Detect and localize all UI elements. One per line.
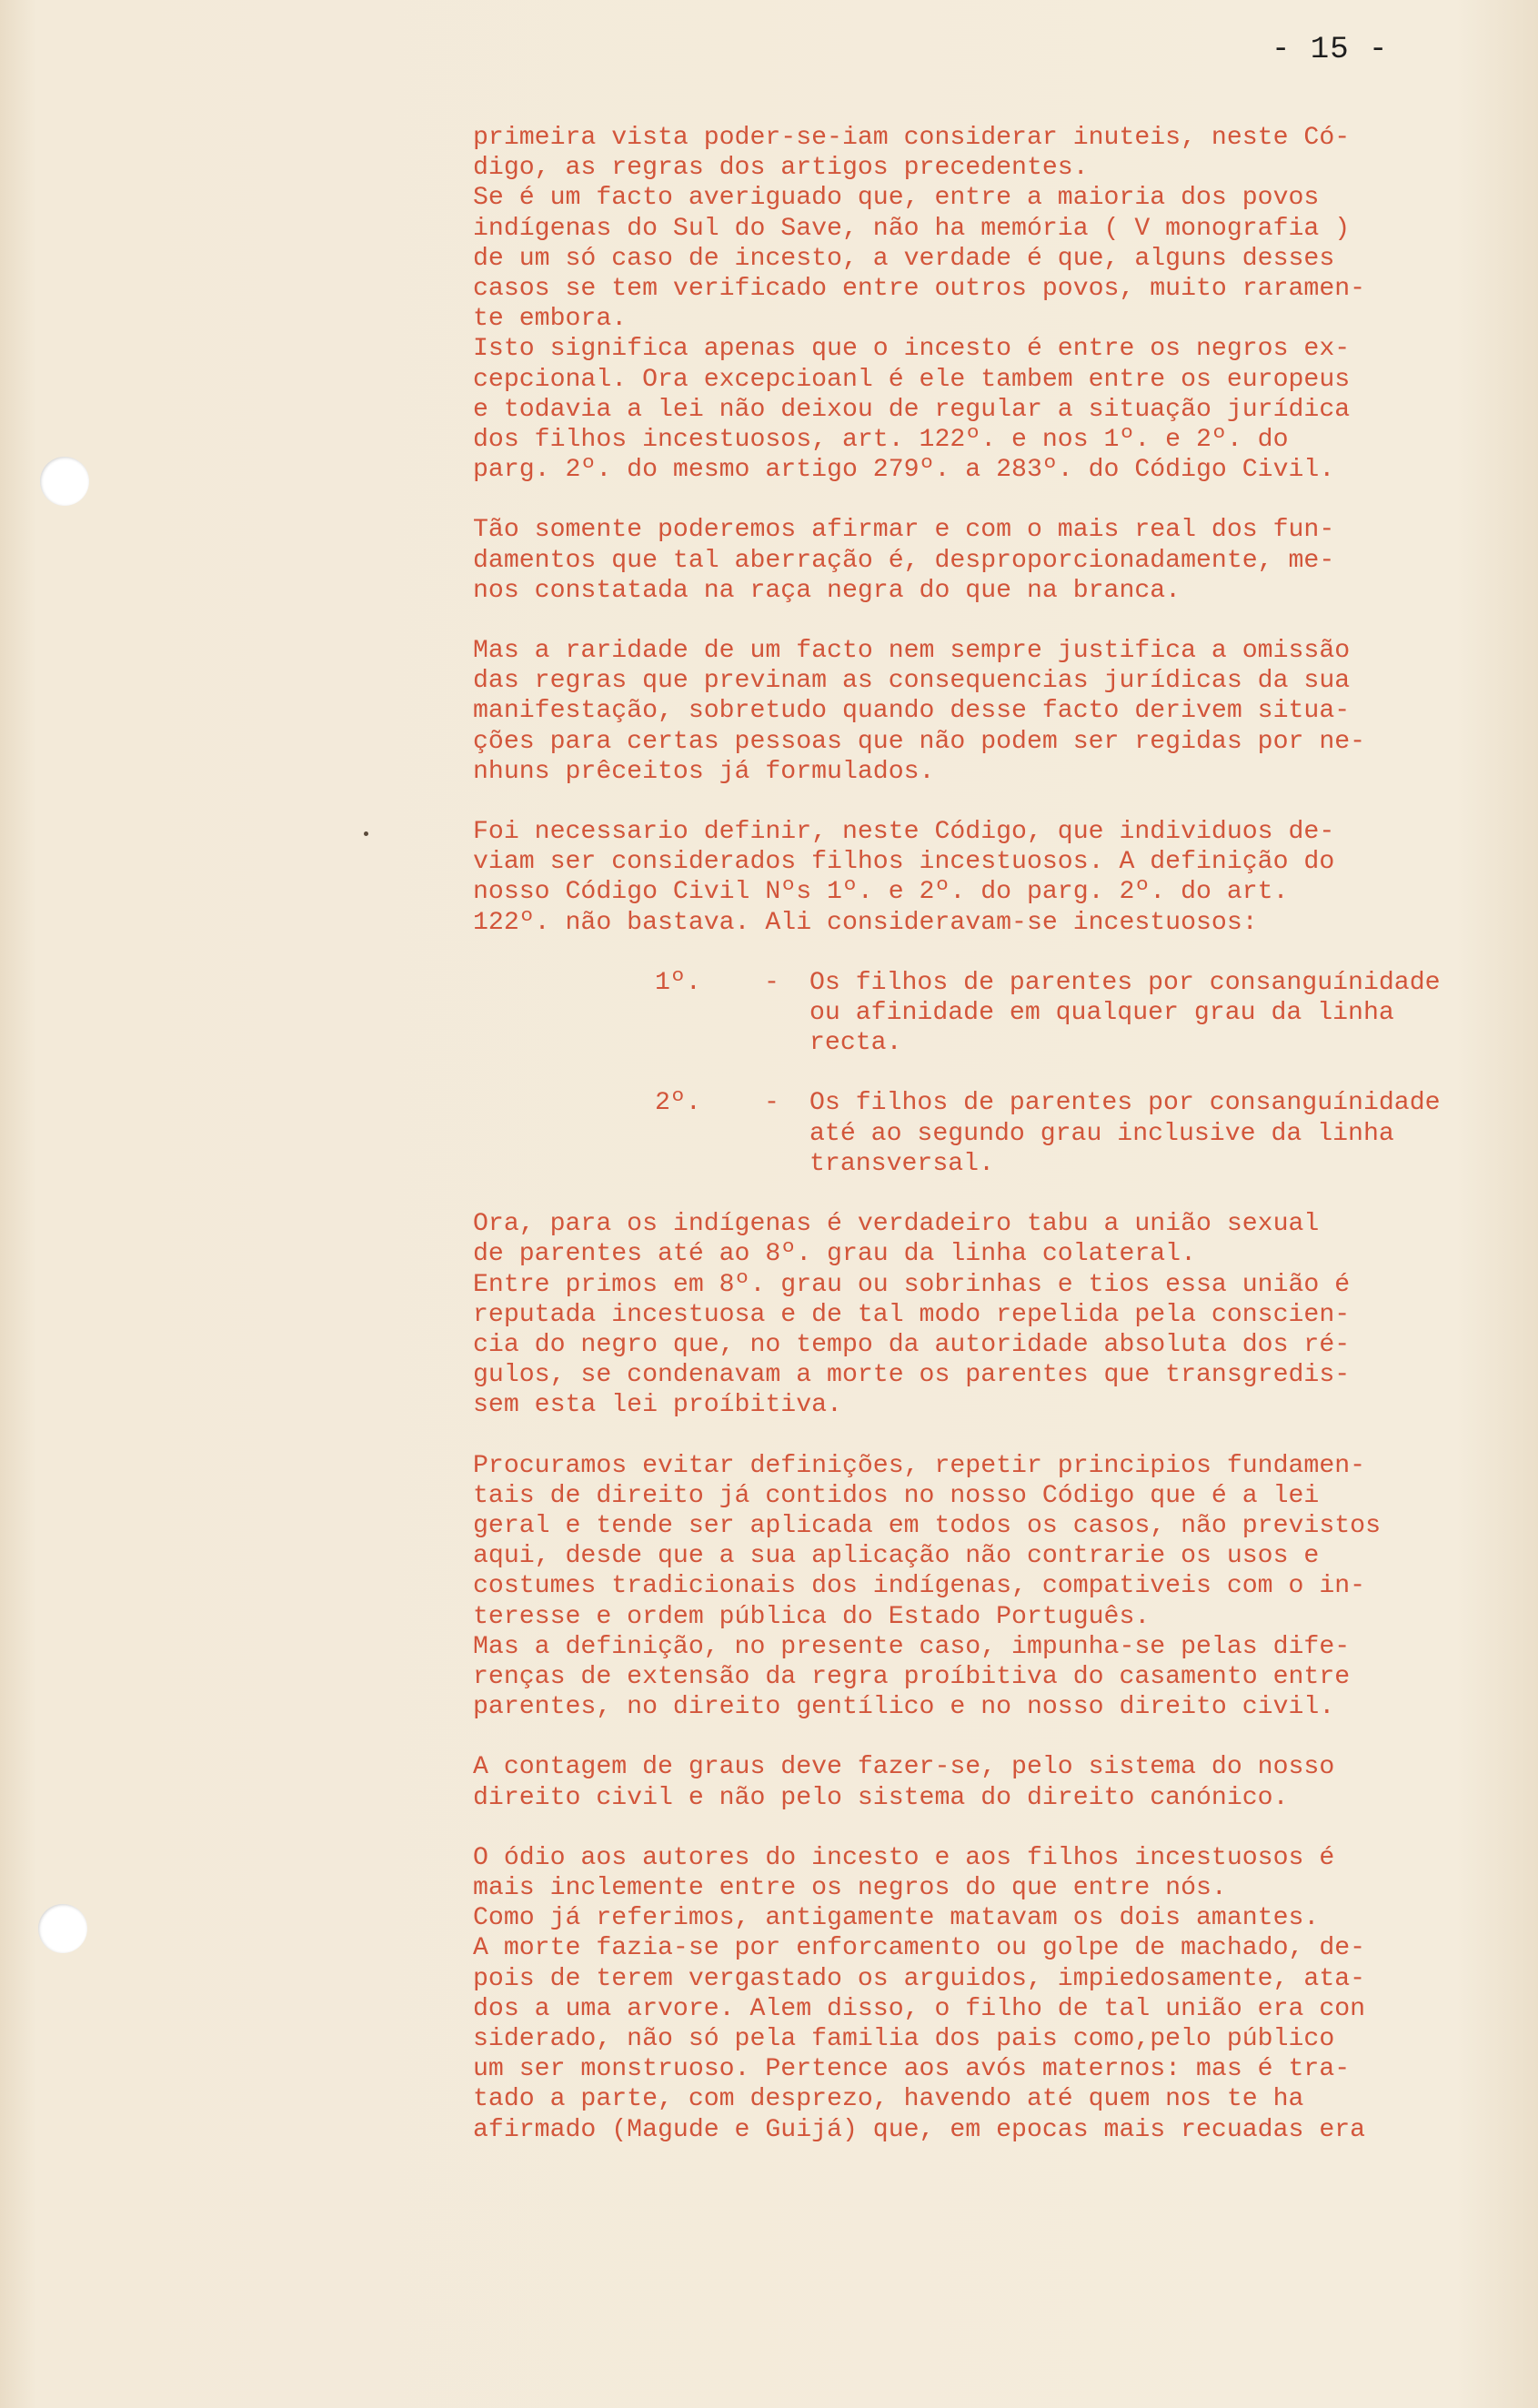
paragraph <box>473 515 1528 606</box>
paragraph <box>473 1451 1528 1723</box>
text-line: tado a parte, com desprezo, havendo até quem nos te ha <box>473 2085 1304 2114</box>
text-line: Ora, para os indígenas é verdadeiro tabu a união sexual <box>473 1210 1320 1239</box>
typewritten-body <box>473 123 1528 2175</box>
text-line: A morte fazia-se por enforcamento ou golpe de machado, de- <box>473 1934 1366 1963</box>
text-line: Se é um facto averiguado que, entre a maioria dos povos <box>473 184 1320 213</box>
list-item-dash: - <box>764 1089 779 1118</box>
text-line: teresse e ordem pública do Estado Português. <box>473 1602 1151 1631</box>
list-item-text <box>809 968 1528 1059</box>
text-line: O ódio aos autores do incesto e aos filhos incestuosos é <box>473 1843 1335 1872</box>
list-item-text <box>809 1088 1528 1179</box>
text-line: manifestação, sobretudo quando desse facto derivem situa- <box>473 697 1351 726</box>
punch-hole-bottom <box>38 1904 87 1953</box>
text-line: renças de extensão da regra proíbitiva do casamento entre <box>473 1662 1351 1691</box>
text-line: costumes tradicionais dos indígenas, compativeis com o in- <box>473 1572 1366 1601</box>
list-item-number: 1º. <box>655 968 701 997</box>
text-line: Mas a definição, no presente caso, impunha-se pelas dife- <box>473 1632 1351 1661</box>
paragraph <box>473 1843 1528 2145</box>
text-line: dos filhos incestuosos, art. 122º. e nos 1º. e 2º. do <box>473 426 1289 455</box>
text-line: Foi necessario definir, neste Código, que individuos de- <box>473 818 1335 847</box>
text-line: damentos que tal aberração é, desproporcionadamente, me- <box>473 546 1335 575</box>
text-line: Entre primos em 8º. grau ou sobrinhas e tios essa união é <box>473 1270 1351 1299</box>
incest-definition-list <box>473 968 1528 1179</box>
page-number: - 15 - <box>1272 33 1389 67</box>
text-line: transversal. <box>809 1149 994 1178</box>
text-line: cepcional. Ora excepcioanl é ele tambem entre os europeus <box>473 365 1351 394</box>
text-line: casos se tem verificado entre outros povos, muito raramen- <box>473 275 1366 304</box>
text-line: cia do negro que, no tempo da autoridade absoluta dos ré- <box>473 1330 1351 1359</box>
paragraph <box>473 123 1528 485</box>
punch-hole-top <box>40 457 89 506</box>
text-line: nosso Código Civil Nºs 1º. e 2º. do parg. 2º. do art. <box>473 878 1289 907</box>
text-line: Como já referimos, antigamente matavam os dois amantes. <box>473 1904 1320 1933</box>
text-line: siderado, não só pela familia dos pais como,pelo público <box>473 2024 1335 2053</box>
text-line: viam ser considerados filhos incestuosos. A definição do <box>473 848 1335 877</box>
text-line: um ser monstruoso. Pertence aos avós maternos: mas é tra- <box>473 2055 1351 2084</box>
text-line: Isto significa apenas que o incesto é entre os negros ex- <box>473 335 1351 364</box>
text-line: indígenas do Sul do Save, não ha memória ( V monografia ) <box>473 214 1351 243</box>
text-line: pois de terem vergastado os arguidos, impiedosamente, ata- <box>473 1964 1366 1993</box>
text-line: Os filhos de parentes por consanguínidade <box>809 1089 1441 1118</box>
text-line: dos a uma arvore. Alem disso, o filho de tal união era con <box>473 1994 1366 2023</box>
ink-speck <box>364 831 368 836</box>
text-line: Os filhos de parentes por consanguínidade <box>809 968 1441 997</box>
list-item-number: 2º. <box>655 1089 701 1118</box>
paragraphs-after-list <box>473 1209 1528 2145</box>
text-line: de um só caso de incesto, a verdade é que, alguns desses <box>473 244 1335 273</box>
text-line: e todavia a lei não deixou de regular a situação jurídica <box>473 395 1351 424</box>
text-line: direito civil e não pelo sistema do direito canónico. <box>473 1783 1289 1812</box>
text-line: geral e tende ser aplicada em todos os casos, não previstos <box>473 1511 1381 1540</box>
text-line: Procuramos evitar definições, repetir principios fundamen- <box>473 1451 1366 1480</box>
text-line: tais de direito já contidos no nosso Código que é a lei <box>473 1481 1320 1510</box>
list-item-dash: - <box>764 968 779 997</box>
text-line: A contagem de graus deve fazer-se, pelo sistema do nosso <box>473 1753 1335 1782</box>
list-item <box>473 1088 1528 1179</box>
text-line: parg. 2º. do mesmo artigo 279º. a 283º. do Código Civil. <box>473 456 1335 485</box>
text-line: ções para certas pessoas que não podem ser regidas por ne- <box>473 727 1366 756</box>
text-line: de parentes até ao 8º. grau da linha colateral. <box>473 1240 1197 1269</box>
text-line: mais inclemente entre os negros do que entre nós. <box>473 1873 1227 1902</box>
paragraph <box>473 1209 1528 1420</box>
text-line: digo, as regras dos artigos precedentes. <box>473 154 1089 183</box>
paragraph <box>473 817 1528 938</box>
text-line: Mas a raridade de um facto nem sempre justifica a omissão <box>473 637 1351 666</box>
paragraphs-before-list <box>473 123 1528 938</box>
paragraph <box>473 1752 1528 1812</box>
text-line: afirmado (Magude e Guijá) que, em epocas mais recuadas era <box>473 2115 1366 2144</box>
text-line: aqui, desde que a sua aplicação não contrarie os usos e <box>473 1542 1320 1571</box>
text-line: gulos, se condenavam a morte os parentes que transgredis- <box>473 1361 1351 1390</box>
text-line: nhuns prêceitos já formulados. <box>473 757 935 786</box>
text-line: sem esta lei proíbitiva. <box>473 1391 842 1420</box>
text-line: primeira vista poder-se-iam considerar inuteis, neste Có- <box>473 124 1351 152</box>
list-item <box>473 968 1528 1059</box>
text-line: parentes, no direito gentílico e no nosso direito civil. <box>473 1693 1335 1722</box>
text-line: recta. <box>809 1029 902 1058</box>
text-line: até ao segundo grau inclusive da linha <box>809 1119 1394 1148</box>
text-line: Tão somente poderemos afirmar e com o mais real dos fun- <box>473 516 1335 545</box>
text-line: te embora. <box>473 305 628 334</box>
text-line: nos constatada na raça negra do que na branca. <box>473 576 1181 605</box>
text-line: das regras que previnam as consequencias jurídicas da sua <box>473 667 1351 696</box>
text-line: reputada incestuosa e de tal modo repelida pela conscien- <box>473 1300 1351 1329</box>
text-line: ou afinidade em qualquer grau da linha <box>809 999 1394 1028</box>
text-line: 122º. não bastava. Ali consideravam-se incestuosos: <box>473 908 1258 937</box>
paragraph <box>473 636 1528 787</box>
